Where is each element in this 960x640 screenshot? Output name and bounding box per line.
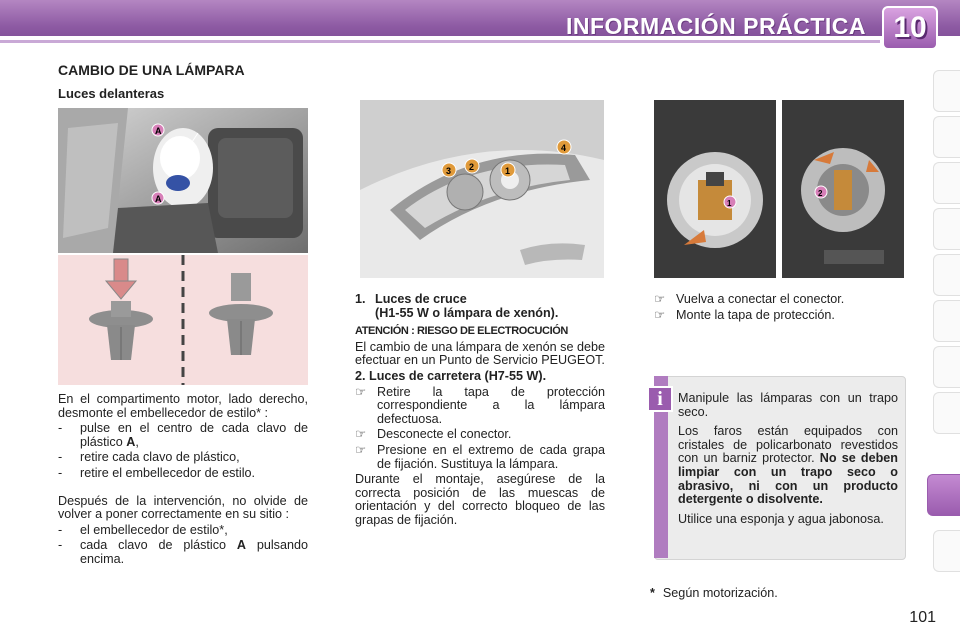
side-tab[interactable] — [933, 346, 960, 388]
list-item: - pulse en el centro de cada clavo de plástico A, — [58, 421, 308, 449]
list-item: - retire el embellecedor de estilo. — [58, 465, 256, 480]
side-tab-active[interactable] — [927, 474, 960, 516]
plastic-clip-diagram — [58, 255, 308, 385]
callout-bulb-1: 1 — [727, 199, 732, 208]
callout-2: 2 — [469, 162, 475, 172]
column-1-text — [58, 393, 308, 569]
headlamp-photo — [360, 100, 604, 278]
list-item: ☞ Desconecte el conector. — [355, 427, 512, 442]
electrocution-warning: ATENCIÓN : RIESGO DE ELECTROCUCIÓN — [355, 325, 568, 338]
chapter-side-tabs — [928, 70, 960, 570]
xenon-paragraph: El cambio de una lámpara de xenón se debe efectuar en un Punto de Servicio PEUGEOT. — [355, 339, 605, 368]
callout-3: 3 — [446, 166, 452, 176]
callout-bulb-2: 2 — [818, 189, 823, 198]
side-tab[interactable] — [933, 392, 960, 434]
list-item: ☞ Presione en el extremo de cada grapa de fijación. Sustituya la lámpara. — [355, 442, 605, 471]
page-number: 101 — [909, 609, 936, 626]
page-header — [0, 0, 960, 48]
bulb-replacement-photos — [654, 100, 904, 278]
chapter-number-badge: 10 — [882, 6, 938, 50]
side-tab[interactable] — [933, 254, 960, 296]
side-tab[interactable] — [933, 300, 960, 342]
callout-1: 1 — [505, 166, 511, 176]
side-tab[interactable] — [933, 116, 960, 158]
callout-4: 4 — [561, 143, 567, 153]
list-item: - retire cada clavo de plástico, — [58, 450, 240, 465]
header-line — [0, 40, 880, 43]
list-item: ☞ Monte la tapa de protección. — [654, 307, 835, 322]
info-paragraph-2: Los faros están equipados con cristales de policarbonato revestidos con un barniz protector. No se deben limpiar con un trapo seco o abrasivo, ni con un producto detergente o disolvente. — [678, 424, 898, 507]
info-paragraph-3: Utilice una esponja y agua jabonosa. — [678, 511, 884, 526]
info-box-text — [678, 392, 898, 528]
subsection-title: Luces delanteras — [58, 86, 165, 101]
after-paragraph: Después de la intervención, no olvide de volver a poner correctamente en su sitio : — [58, 493, 308, 522]
side-tab[interactable] — [933, 208, 960, 250]
info-paragraph-1: Manipule las lámparas con un trapo seco. — [678, 391, 898, 419]
callout-a-1: A — [155, 126, 162, 136]
info-icon: i — [647, 386, 673, 412]
footnote: * Según motorización. — [650, 586, 778, 600]
section-title: CAMBIO DE UNA LÁMPARA — [58, 62, 245, 78]
item-1-heading: 1. Luces de cruce (H1-55 W o lámpara de xenón). — [355, 292, 559, 320]
intro-paragraph: En el compartimento motor, lado derecho, desmonte el embellecedor de estilo* : — [58, 392, 308, 420]
side-tab[interactable] — [933, 530, 960, 572]
side-tab[interactable] — [933, 70, 960, 112]
column-3-text — [654, 291, 904, 324]
engine-compartment-photo — [58, 108, 308, 253]
closing-paragraph: Durante el montaje, asegúrese de la correcta posición de las muescas de orientación y del correcto bloqueo de las grapas de fijación. — [355, 472, 605, 527]
list-item: ☞ Vuelva a conectar el conector. — [654, 292, 845, 306]
list-item: - el embellecedor de estilo*, — [58, 522, 228, 537]
list-item: ☞ Retire la tapa de protección correspondiente a la lámpara defectuosa. — [355, 384, 605, 426]
side-tab[interactable] — [933, 162, 960, 204]
callout-a-2: A — [155, 194, 162, 204]
list-item: - cada clavo de plástico A pulsando encima. — [58, 538, 308, 566]
item-2-heading: 2. Luces de carretera (H7-55 W). — [355, 368, 547, 383]
column-2-text — [355, 291, 605, 530]
chapter-title: INFORMACIÓN PRÁCTICA — [565, 13, 866, 39]
